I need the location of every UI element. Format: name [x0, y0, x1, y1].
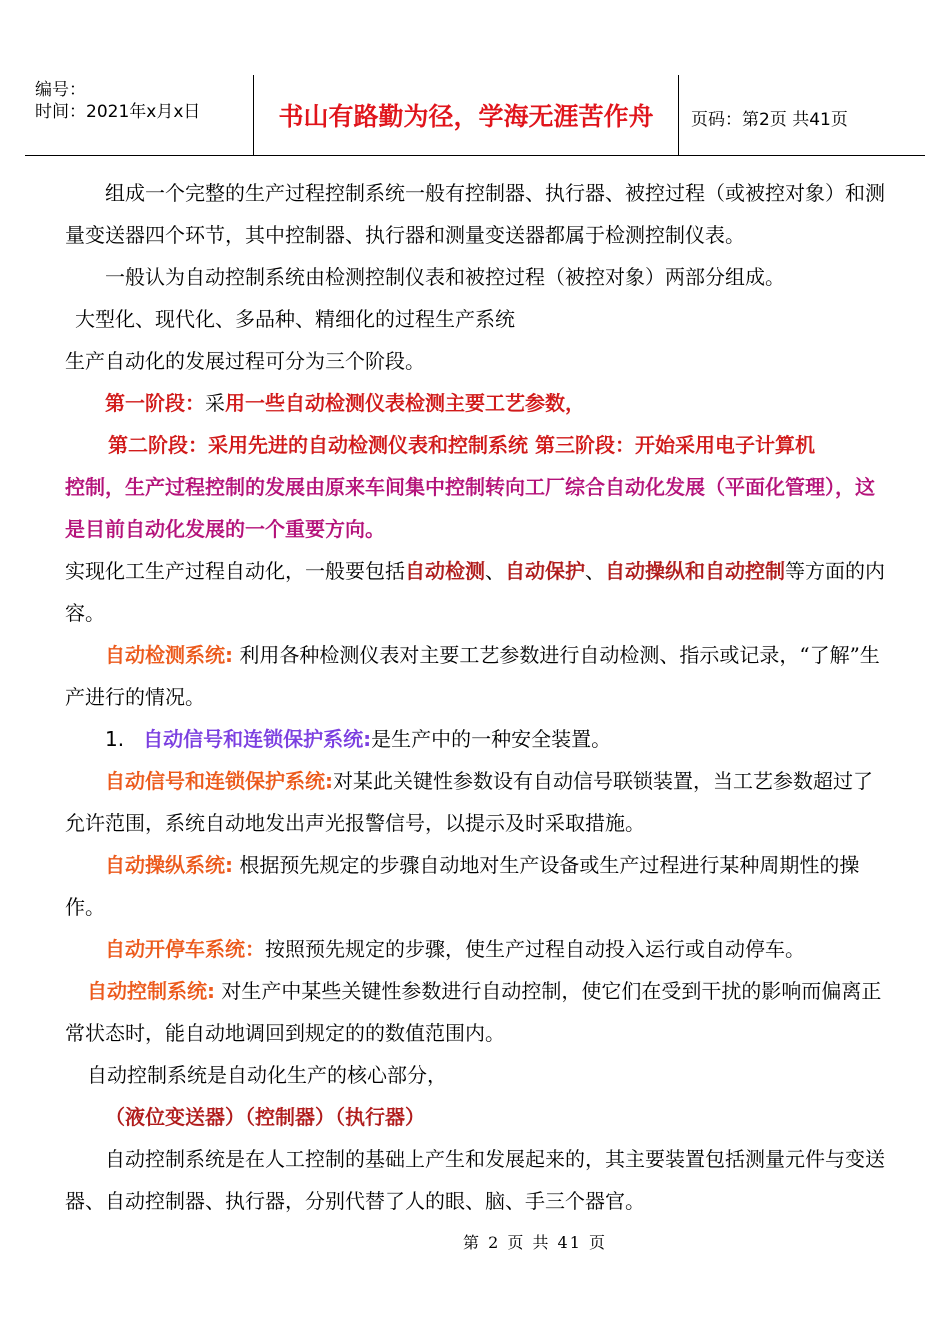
stage-one-text: 用一些自动检测仪表检测主要工艺参数， [225, 391, 585, 415]
header-meta [35, 79, 200, 123]
term-label: 自动操纵系统: [105, 853, 233, 877]
manip-system [65, 844, 890, 928]
term-label: 自动信号和连锁保护系统: [105, 769, 333, 793]
header-divider [678, 75, 679, 155]
term-text: 根据预先规定的步骤自动地对生产设备或生产过程进行某种周期性的操作。 [65, 853, 860, 919]
paragraph: 组成一个完整的生产过程控制系统一般有控制器、执行器、被控过程（或被控对象）和测量变送器四个环节，其中控制器、执行器和测量变送器都属于检测控制仪表。 [65, 181, 885, 247]
stage-three-cont: 控制，生产过程控制的发展由原来车间集中控制转向工厂综合自动化发展（平面化管理），这是目前自动化发展的一个重要方向。 [65, 475, 875, 541]
term-text: 对生产中某些关键性参数进行自动控制，使它们在受到干扰的影响而偏离正常状态时，能自动地调回到规定的的数值范围内。 [65, 979, 882, 1045]
startstop-system [65, 928, 890, 970]
paragraph: 大型化、现代化、多品种、精细化的过程生产系统 [75, 307, 515, 331]
stage-two-three: 第二阶段：采用先进的自动检测仪表和控制系统 第三阶段：开始采用电子计算机 [108, 433, 815, 457]
keyword: 自动操纵和自动控制 [605, 559, 785, 583]
item-number: 1. [105, 727, 125, 751]
term-label: 自动信号和连锁保护系统: [143, 727, 372, 751]
control-system [65, 970, 890, 1054]
term-text: 按照预先规定的步骤，使生产过程自动投入运行或自动停车。 [265, 937, 805, 961]
text: 、 [585, 559, 605, 583]
page-footer: 第 2 页 共 41 页 [463, 1233, 607, 1252]
keyword: 自动保护 [505, 559, 585, 583]
stage-one [65, 382, 890, 424]
page-header [25, 75, 925, 156]
term-text: 是生产中的一种安全装置。 [371, 727, 612, 751]
keyword: 自动检测 [405, 559, 485, 583]
paragraph-automation [65, 550, 890, 634]
term-text: 对某此关键性参数设有自动信号联锁装置，当工艺参数超过了允许范围，系统自动地发出声光报警信号，以提示及时采取措施。 [65, 769, 873, 835]
paragraph: 自动控制系统是在人工控制的基础上产生和发展起来的，其主要装置包括测量元件与变送器、自动控制器、执行器，分别代替了人的眼、脑、手三个器官。 [65, 1147, 885, 1213]
paragraph: 生产自动化的发展过程可分为三个阶段。 [65, 349, 425, 373]
stage-one-mid: 采 [205, 391, 225, 415]
header-page-info: 页码：第2页 共41页 [691, 110, 848, 130]
text: 实现化工生产过程自动化，一般要包括 [65, 559, 405, 583]
text: 等方面的内容。 [65, 559, 885, 625]
paragraph: 自动控制系统是自动化生产的核心部分， [87, 1063, 447, 1087]
document-body [65, 172, 890, 1222]
doc-time-label: 时间：2021年x月x日 [35, 102, 201, 122]
header-motto: 书山有路勤为径，学海无涯苦作舟 [278, 102, 654, 131]
text: 、 [485, 559, 505, 583]
device-list: （液位变送器）（控制器）（执行器） [105, 1105, 425, 1129]
stage-one-label: 第一阶段： [105, 391, 205, 415]
term-label: 自动控制系统: [87, 979, 215, 1003]
detect-system [65, 634, 890, 718]
signal-system [65, 760, 890, 844]
paragraph: 一般认为自动控制系统由检测控制仪表和被控过程（被控对象）两部分组成。 [105, 265, 785, 289]
doc-code-label: 编号： [35, 80, 86, 100]
term-text: 利用各种检测仪表对主要工艺参数进行自动检测、指示或记录，“了解”生产进行的情况。 [65, 643, 880, 709]
term-label: 自动检测系统: [105, 643, 233, 667]
numbered-item [65, 718, 890, 760]
term-label: 自动开停车系统： [105, 937, 265, 961]
